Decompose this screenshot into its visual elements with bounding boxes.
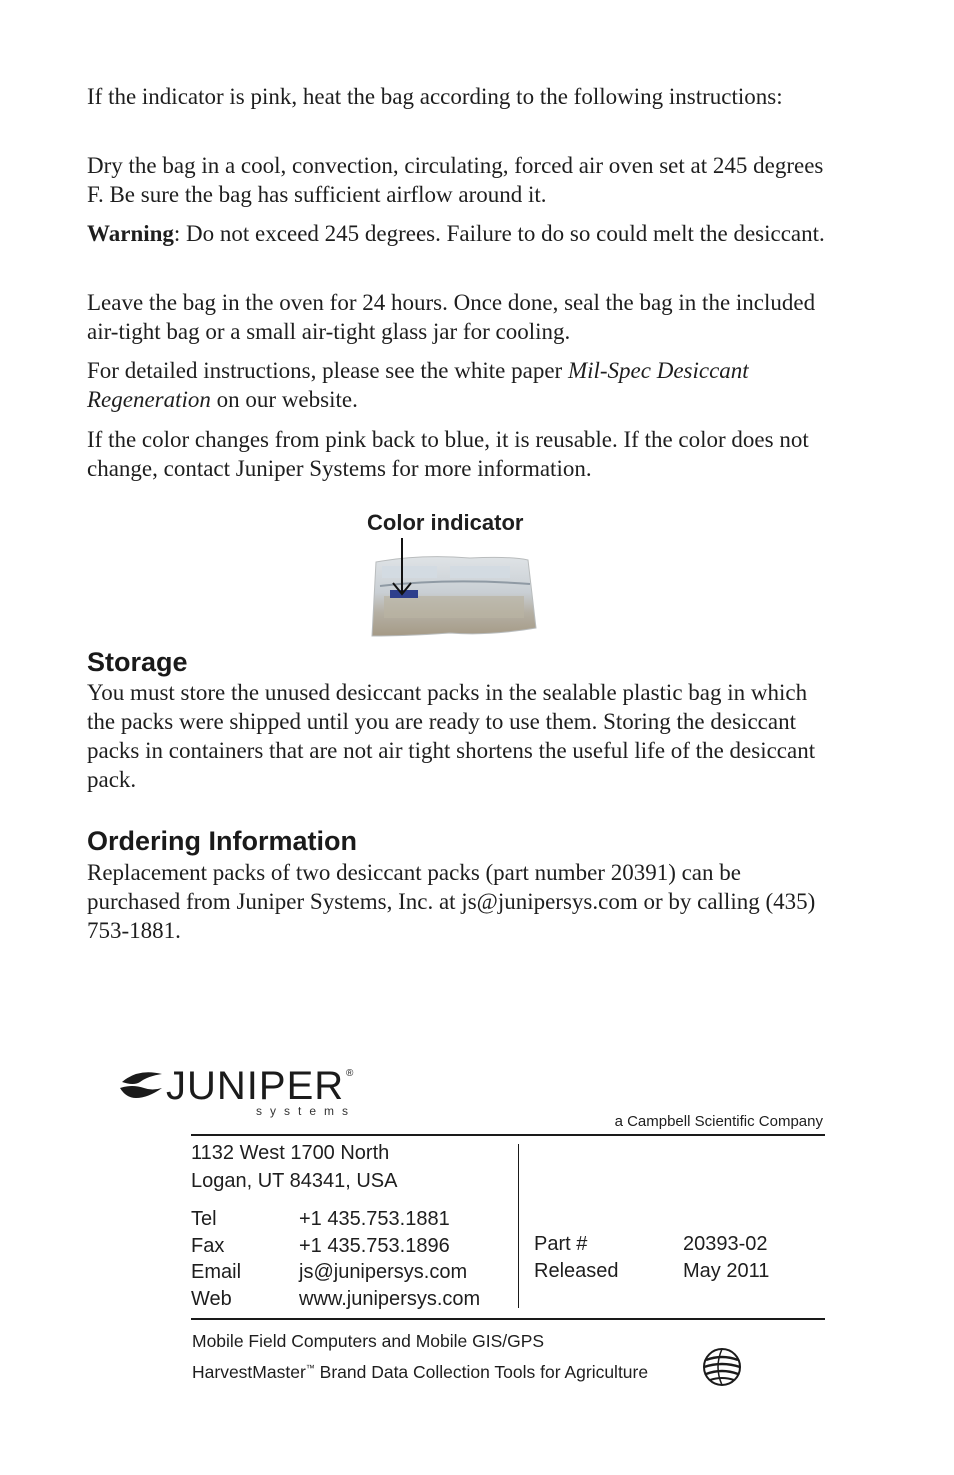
paragraph-reusable: If the color changes from pink back to blue, it is reusable. If the color does not change, contact Juniper Systems for more information. — [87, 427, 809, 481]
part-row-number — [534, 1231, 769, 1258]
white-paper-title: Mil-Spec Desiccant Regeneration — [87, 358, 749, 412]
part-value: 20393-02 — [683, 1233, 768, 1255]
contact-row-email — [191, 1259, 480, 1286]
divider-top — [191, 1134, 825, 1136]
footer-line-1: Mobile Field Computers and Mobile GIS/GPS — [192, 1331, 545, 1351]
address-line-2: Logan, UT 84341, USA — [191, 1170, 398, 1192]
ordering-text: Replacement packs of two desiccant packs (part number 20391) can be purchased from Juniper Systems, Inc. at js@junipersys.com or by calling (435) 753-1881. — [87, 860, 816, 943]
contact-value: js@junipersys.com — [299, 1261, 468, 1283]
contact-row-tel — [191, 1206, 480, 1233]
paragraph-oven: Leave the bag in the oven for 24 hours. Once done, seal the bag in the included air-tight bag or a small air-tight glass jar for cooling. — [87, 290, 816, 344]
footer-line-2-rest: Brand Data Collection Tools for Agriculture — [314, 1362, 649, 1382]
contact-label: Fax — [191, 1234, 225, 1257]
contact-label: Email — [191, 1261, 242, 1283]
desiccant-pack-photo — [370, 536, 540, 640]
divider-bottom — [191, 1318, 825, 1320]
white-paper-intro: For detailed instructions, please see the white paper — [87, 358, 568, 383]
contact-row-web — [191, 1286, 480, 1313]
contact-value: +1 435.753.1881 — [299, 1208, 450, 1230]
juniper-swoosh-icon — [118, 1070, 166, 1106]
warning-text: : Do not exceed 245 degrees. Failure to do so could melt the desiccant. — [173, 221, 825, 246]
part-label: Part # — [534, 1233, 588, 1255]
contact-label: Tel — [191, 1208, 217, 1230]
part-value: May 2011 — [683, 1259, 770, 1282]
part-row-released — [534, 1258, 769, 1285]
storage-heading: Storage — [87, 647, 188, 677]
part-info — [534, 1231, 769, 1284]
figure-caption: Color indicator — [367, 510, 524, 535]
address-line-1: 1132 West 1700 North — [191, 1142, 390, 1164]
juniper-systems-subtitle: systems — [256, 1104, 357, 1118]
ordering-heading: Ordering Information — [87, 826, 357, 856]
storage-text: You must store the unused desiccant packs in the sealable plastic bag in which the packs were shipped until you are ready to use them. Storing the desiccant packs in containers that are not air tight shortens the useful life of the desiccant pack. — [87, 680, 816, 792]
white-paper-end: on our website. — [210, 387, 358, 412]
paragraph-indicator-pink: If the indicator is pink, heat the bag according to the following instructions: — [87, 84, 783, 109]
contact-value: www.junipersys.com — [299, 1287, 481, 1310]
harvestmaster-brand: HarvestMaster — [192, 1362, 306, 1382]
footer-line-2 — [192, 1357, 648, 1383]
juniper-wordmark: JUNIPER — [166, 1064, 345, 1108]
company-tagline: a Campbell Scientific Company — [614, 1113, 823, 1130]
contact-value: +1 435.753.1896 — [299, 1234, 450, 1257]
part-label: Released — [534, 1259, 619, 1282]
paragraph-warning — [87, 219, 832, 248]
registered-mark: ® — [346, 1068, 354, 1079]
divider-vertical — [518, 1144, 519, 1308]
warning-label: Warning — [87, 221, 174, 246]
contact-label: Web — [191, 1287, 232, 1310]
contact-row-fax — [191, 1233, 480, 1260]
paragraph-dry-bag: Dry the bag in a cool, convection, circulating, forced air oven set at 245 degrees F. Be sure the bag has sufficient airflow around it. — [87, 153, 824, 207]
contact-list — [191, 1206, 480, 1312]
harvestmaster-globe-icon — [700, 1346, 744, 1388]
paragraph-white-paper — [87, 356, 832, 414]
trademark-mark: ™ — [305, 1363, 315, 1373]
